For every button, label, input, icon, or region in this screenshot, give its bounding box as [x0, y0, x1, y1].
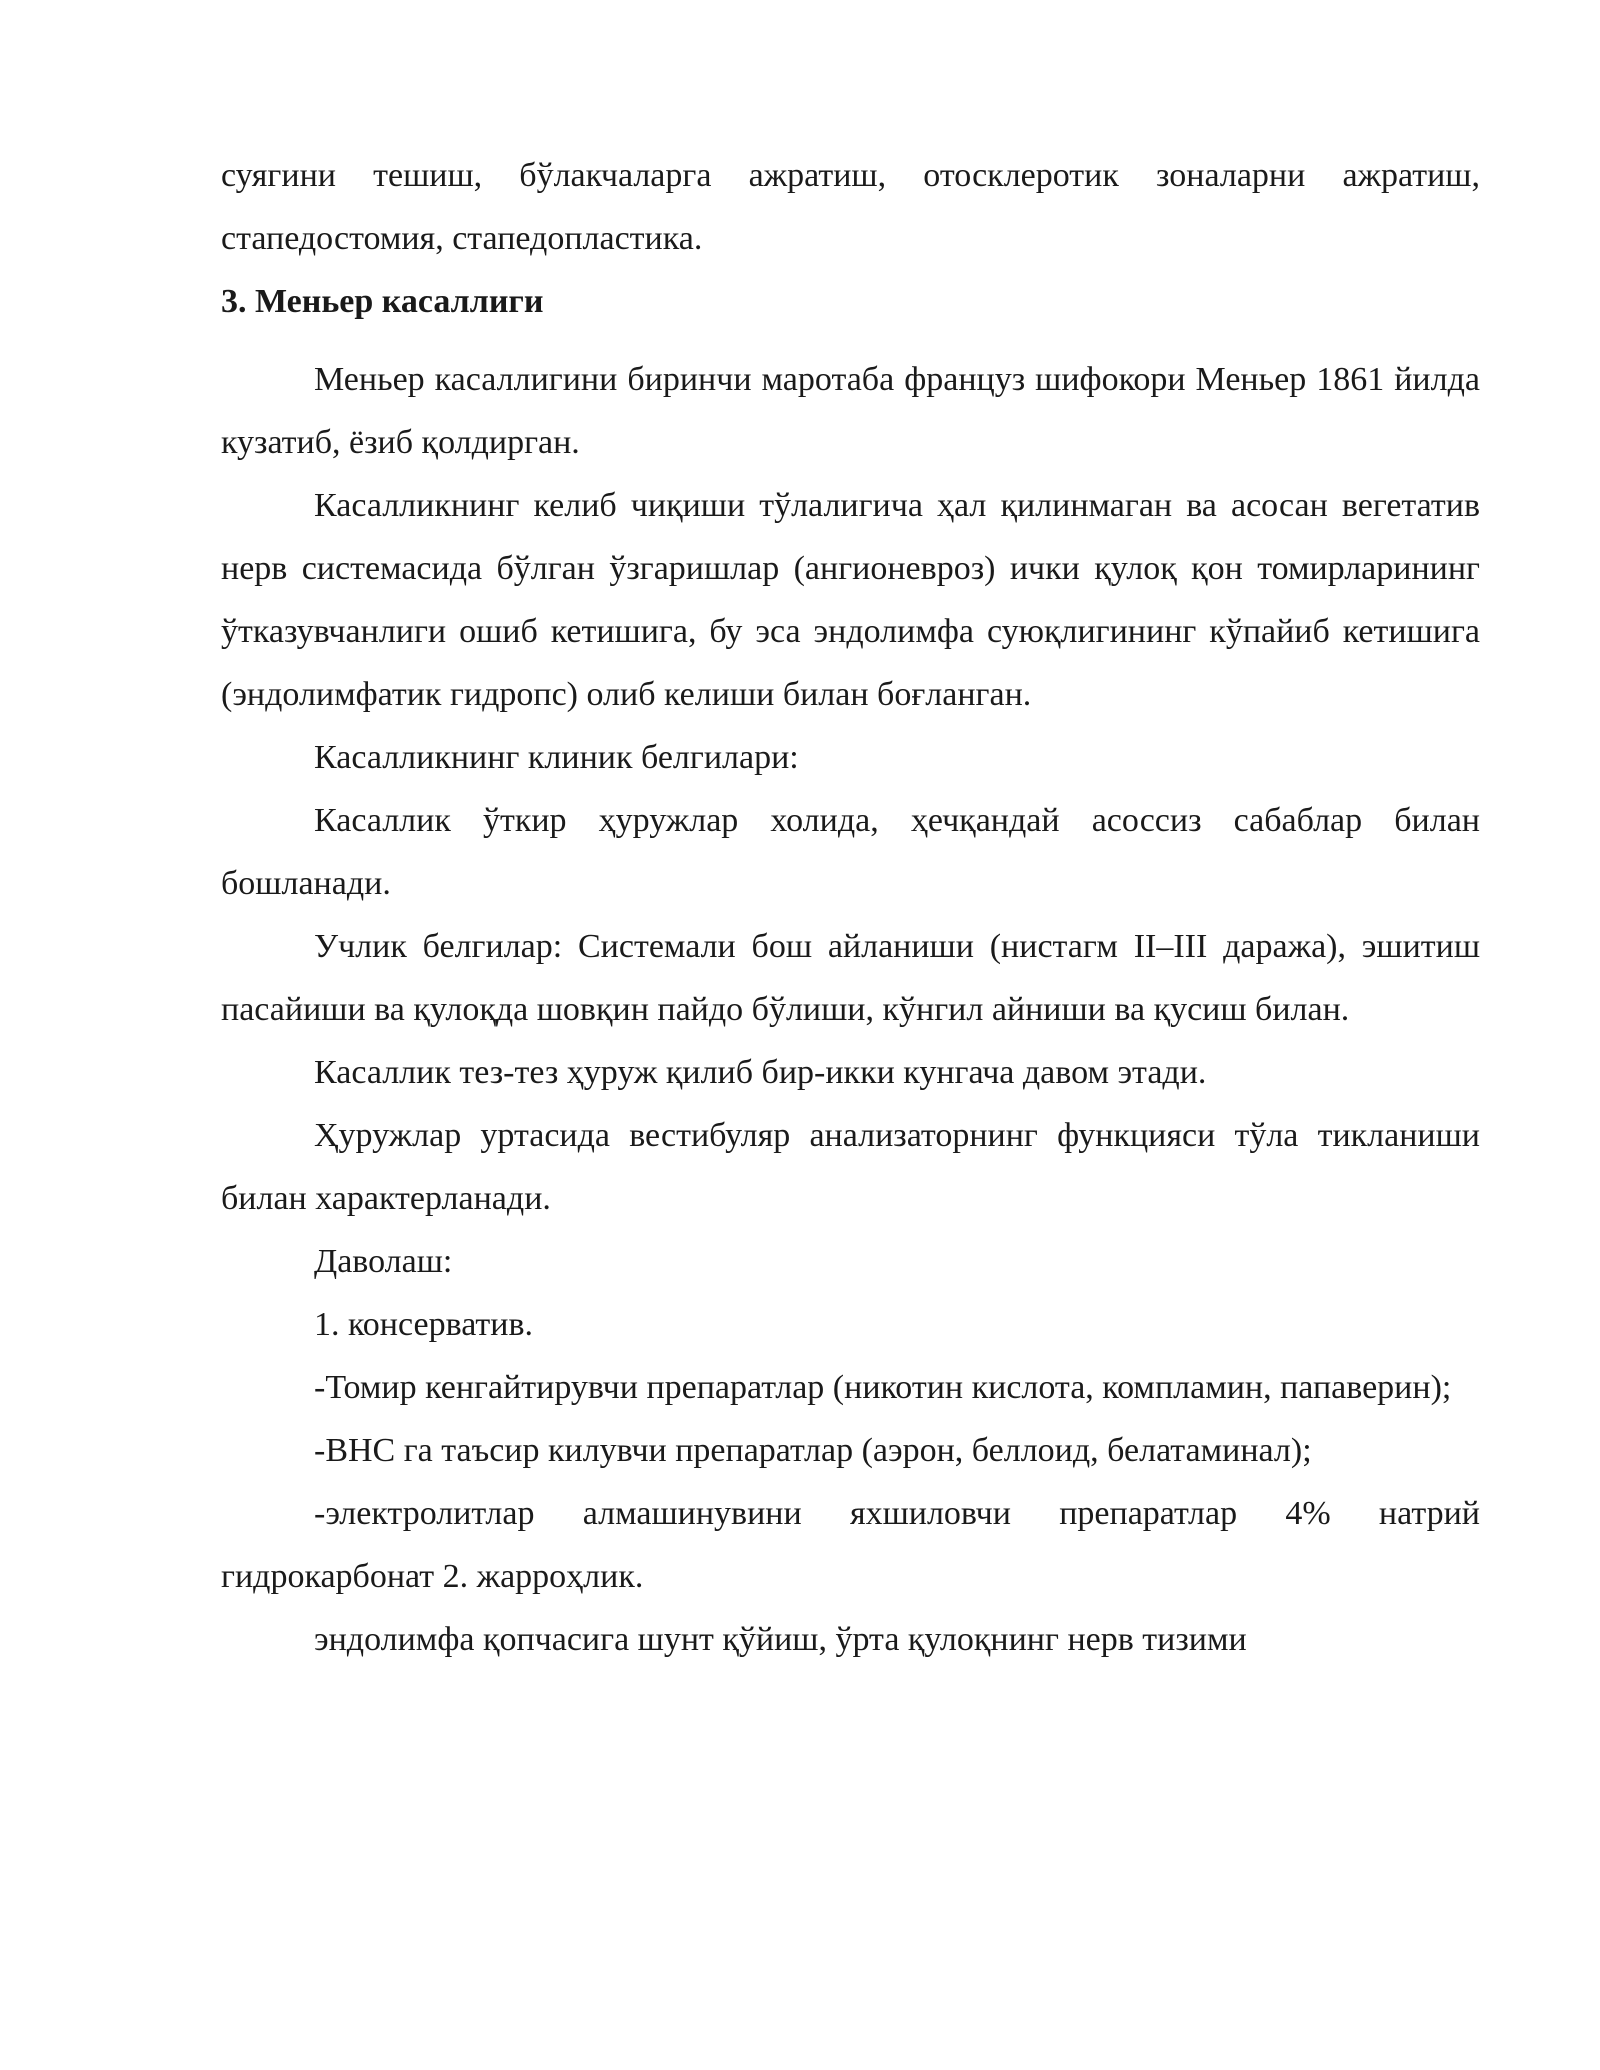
- paragraph-conservative: 1. консерватив.: [314, 1306, 534, 1343]
- paragraph-electrolytes: -электролитлар алмашинувини яхшиловчи препаратлар 4% натрий гидрокарбонат 2. жарроҳлик.: [221, 1495, 1480, 1595]
- document-page: [221, 144, 1480, 1671]
- paragraph-attacks: Касаллик тез-тез ҳуруж қилиб бир-икки кунгача давом этади.: [314, 1054, 1207, 1091]
- paragraph-surgery: эндолимфа қопчасига шунт қўйиш, ўрта қулоқнинг нерв тизими: [314, 1621, 1247, 1658]
- paragraph-meniere-history: Меньер касаллигини биринчи маротаба француз шифокори Меньер 1861 йилда кузатиб, ёзиб қолдирган.: [221, 361, 1480, 461]
- paragraph-clinical-signs-heading: Касалликнинг клиник белгилари:: [314, 739, 799, 776]
- section-heading: 3. Меньер касаллиги: [221, 283, 544, 320]
- paragraph-etiology: Касалликнинг келиб чиқиши тўлалигича ҳал қилинмаган ва асосан вегетатив нерв системасида бўлган ўзгаришлар (ангионевроз) ички қулоқ қон томирларининг ўтказувчанлиги ошиб кетишига, бу эса эндолимфа суюқлигининг кўпайиб кетишига (эндолимфатик гидропс) олиб келиши билан боғланган.: [221, 487, 1480, 713]
- paragraph-ans-drugs: -ВНС га таъсир килувчи препаратлар (аэрон, беллоид, белатаминал);: [314, 1432, 1312, 1469]
- paragraph-onset: Касаллик ўткир ҳуружлар холида, ҳечқандай асоссиз сабаблар билан бошланади.: [221, 802, 1480, 902]
- paragraph-treatment-heading: Даволаш:: [314, 1243, 453, 1280]
- paragraph-triad: Учлик белгилар: Системали бош айланиши (нистагм II–III даража), эшитиш пасайиши ва қулоқда шовқин пайдо бўлиши, кўнгил айниши ва қусиш билан.: [221, 928, 1480, 1028]
- paragraph-between-attacks: Ҳуружлар уртасида вестибуляр анализаторнинг функцияси тўла тикланиши билан характерланади.: [221, 1117, 1480, 1217]
- paragraph-continued: суягини тешиш, бўлакчаларга ажратиш, отосклеротик зоналарни ажратиш, стапедостомия, стапедопластика.: [221, 157, 1480, 257]
- paragraph-vasodilators: -Томир кенгайтирувчи препаратлар (никотин кислота, компламин, папаверин);: [314, 1369, 1452, 1406]
